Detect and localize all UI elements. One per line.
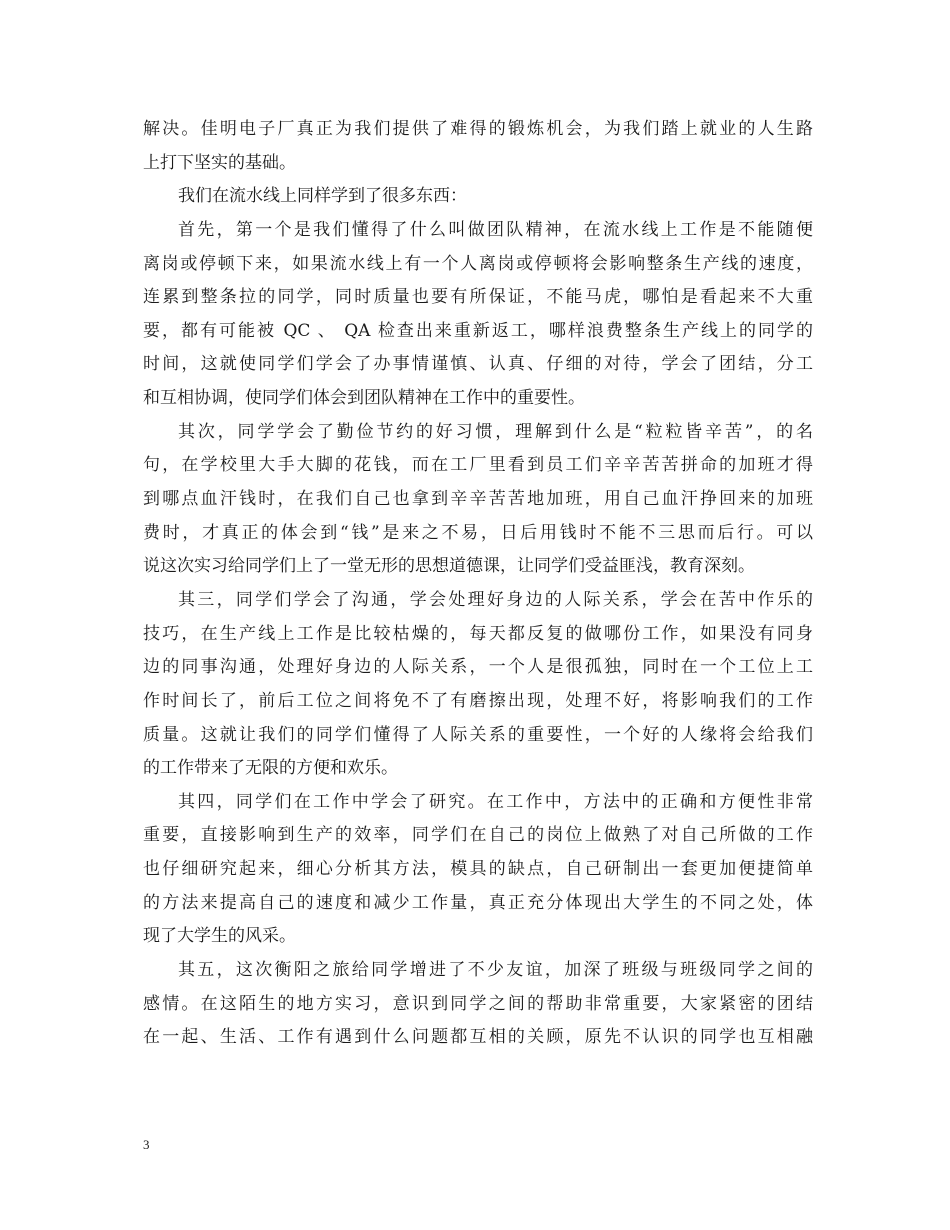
text-line: 到哪点血汗钱时，在我们自己也拿到辛辛苦苦地加班，用自己血汗挣回来的加班 bbox=[143, 489, 813, 510]
text-line: 费时，才真正的体会到“钱”是来之不易，日后用钱时不能不三思而后行。可以 bbox=[143, 522, 813, 543]
text-line: 重要，直接影响到生产的效率，同学们在自己的岗位上做熟了对自己所做的工作 bbox=[143, 825, 813, 846]
text-line: 现了大学生的风采。 bbox=[143, 926, 296, 947]
text-line: 我们在流水线上同样学到了很多东西： bbox=[178, 186, 467, 207]
text-line: 时间，这就使同学们学会了办事情谨慎、认真、仔细的对待，学会了团结，分工 bbox=[143, 354, 813, 375]
text-line: 离岗或停顿下来，如果流水线上有一个人离岗或停顿将会影响整条生产线的速度， bbox=[143, 253, 813, 274]
body-text bbox=[143, 113, 813, 1055]
text-line: 在一起、生活、工作有遇到什么问题都互相的关顾，原先不认识的同学也互相融 bbox=[143, 1027, 813, 1048]
text-line: 感情。在这陌生的地方实习，意识到同学之间的帮助非常重要，大家紧密的团结 bbox=[143, 993, 813, 1014]
text-line: 解决。佳明电子厂真正为我们提供了难得的锻炼机会，为我们踏上就业的人生路 bbox=[143, 119, 813, 139]
text-line: 其三，同学们学会了沟通，学会处理好身边的人际关系，学会在苦中作乐的 bbox=[178, 589, 813, 610]
text-line: 的工作带来了无限的方便和欢乐。 bbox=[143, 758, 398, 779]
text-line: 的方法来提高自己的速度和减少工作量，真正充分体现出大学生的不同之处，体 bbox=[143, 892, 813, 913]
text-line: 作时间长了，前后工位之间将免不了有磨擦出现，处理不好，将影响我们的工作 bbox=[143, 690, 813, 711]
text-line: 其四，同学们在工作中学会了研究。在工作中，方法中的正确和方便性非常 bbox=[178, 791, 813, 812]
text-line: 句，在学校里大手大脚的花钱，而在工厂里看到员工们辛辛苦苦拼命的加班才得 bbox=[143, 455, 813, 476]
text-line: 上打下坚实的基础。 bbox=[143, 152, 296, 173]
text-line: 连累到整条拉的同学，同时质量也要有所保证，不能马虎，哪怕是看起来不大重 bbox=[143, 287, 813, 308]
text-line: 也仔细研究起来，细心分析其方法，模具的缺点，自己研制出一套更加便捷简单 bbox=[143, 859, 813, 880]
text-line: 其五，这次衡阳之旅给同学增进了不少友谊，加深了班级与班级同学之间的 bbox=[178, 960, 813, 981]
text-line: 说这次实习给同学们上了一堂无形的思想道德课，让同学们受益匪浅，教育深刻。 bbox=[143, 556, 755, 577]
text-line: 和互相协调，使同学们体会到团队精神在工作中的重要性。 bbox=[143, 388, 585, 409]
text-line: 边的同事沟通，处理好身边的人际关系，一个人是很孤独，同时在一个工位上工 bbox=[143, 657, 813, 678]
page-number: 3 bbox=[143, 1137, 150, 1152]
text-line: 质量。这就让我们的同学们懂得了人际关系的重要性，一个好的人缘将会给我们 bbox=[143, 724, 813, 745]
text-line: 技巧，在生产线上工作是比较枯燥的，每天都反复的做哪份工作，如果没有同身 bbox=[143, 623, 813, 644]
text-line: 其次，同学学会了勤俭节约的好习惯，理解到什么是“粒粒皆辛苦”，的名 bbox=[178, 421, 813, 442]
text-line: 要，都有可能被 QC 、 QA 检查出来重新返工，哪样浪费整条生产线上的同学的 bbox=[143, 320, 813, 341]
text-line: 首先，第一个是我们懂得了什么叫做团队精神，在流水线上工作是不能随便 bbox=[178, 219, 813, 240]
